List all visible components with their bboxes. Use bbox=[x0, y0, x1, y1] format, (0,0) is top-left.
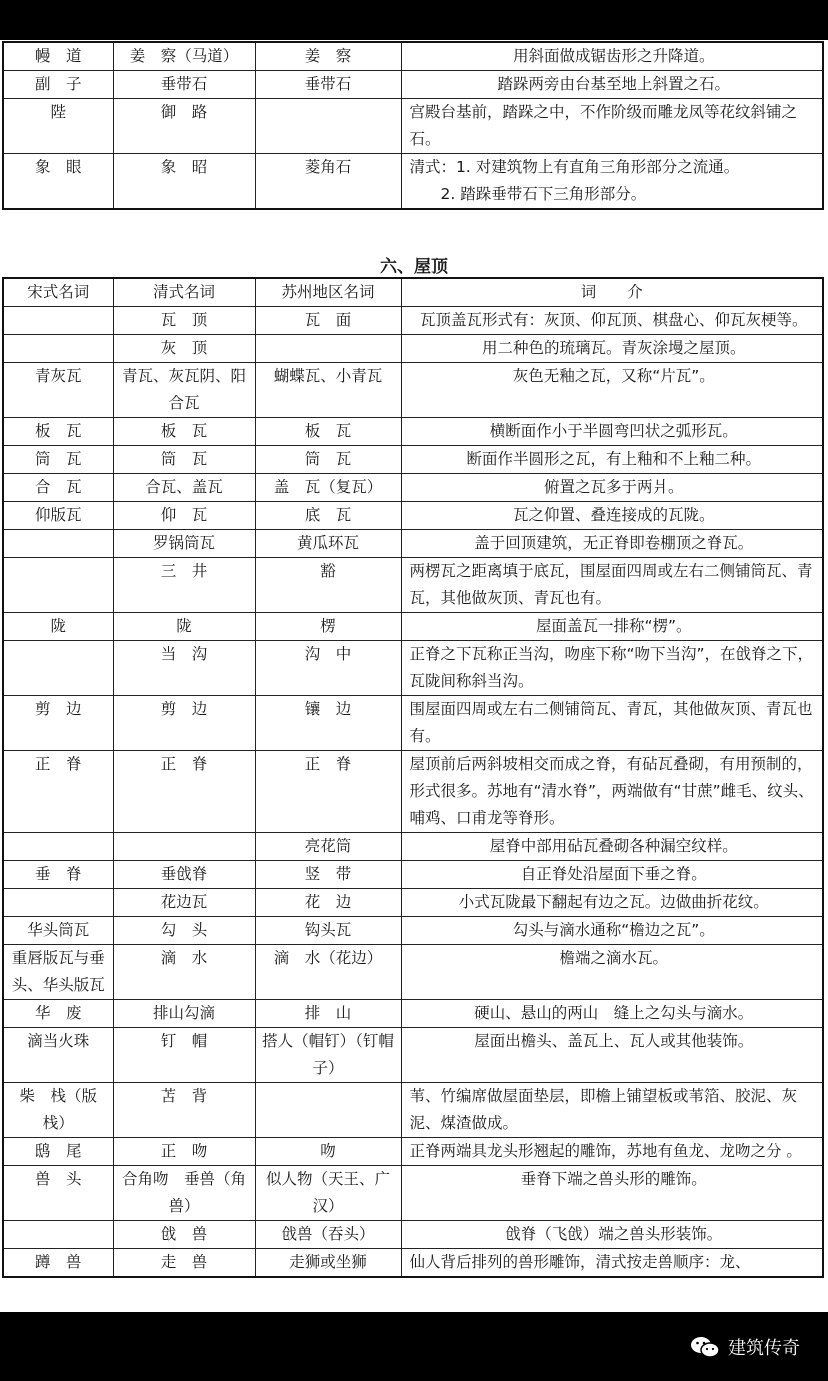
cell-suzhou: 似人物（天王、广汉） bbox=[255, 1166, 401, 1221]
cell-desc: 断面作半圆形之瓦，有上釉和不上釉二种。 bbox=[401, 446, 823, 474]
cell-qing: 垂戗脊 bbox=[113, 861, 255, 889]
cell-desc: 用斜面做成锯齿形之升降道。 bbox=[401, 42, 823, 71]
table-row bbox=[3, 613, 823, 641]
cell-song: 正 脊 bbox=[3, 751, 113, 833]
cell-suzhou: 镶 边 bbox=[255, 696, 401, 751]
cell-song: 合 瓦 bbox=[3, 474, 113, 502]
section-title: 六、屋顶 bbox=[380, 257, 448, 277]
table-row bbox=[3, 917, 823, 945]
cell-qing: 瓦 顶 bbox=[113, 307, 255, 335]
cell-desc: 屋面盖瓦一排称“楞”。 bbox=[401, 613, 823, 641]
cell-qing bbox=[113, 833, 255, 861]
header-suzhou: 苏州地区名词 bbox=[255, 278, 401, 307]
cell-suzhou: 竖 带 bbox=[255, 861, 401, 889]
document-page bbox=[0, 40, 828, 1312]
cell-desc: 檐端之滴水瓦。 bbox=[401, 945, 823, 1000]
cell-song: 滴当火珠 bbox=[3, 1028, 113, 1083]
cell-desc: 屋脊中部用砧瓦叠砌各种漏空纹样。 bbox=[401, 833, 823, 861]
cell-song: 筒 瓦 bbox=[3, 446, 113, 474]
header-qing: 清式名词 bbox=[113, 278, 255, 307]
cell-qing: 勾 头 bbox=[113, 917, 255, 945]
cell-song: 副 子 bbox=[3, 71, 113, 99]
cell-qing: 苫 背 bbox=[113, 1083, 255, 1138]
cell-qing: 钉 帽 bbox=[113, 1028, 255, 1083]
table-row bbox=[3, 1249, 823, 1278]
cell-qing: 御 路 bbox=[113, 99, 255, 154]
cell-qing: 筒 瓦 bbox=[113, 446, 255, 474]
cell-desc: 用二种色的琉璃瓦。青灰涂墁之屋顶。 bbox=[401, 335, 823, 363]
cell-qing: 排山勾滴 bbox=[113, 1000, 255, 1028]
cell-song bbox=[3, 1221, 113, 1249]
cell-song: 兽 头 bbox=[3, 1166, 113, 1221]
header-song: 宋式名词 bbox=[3, 278, 113, 307]
cell-desc: 正脊之下瓦称正当沟，吻座下称“吻下当沟”，在戗脊之下，瓦陇间称斜当沟。 bbox=[401, 641, 823, 696]
cell-qing: 当 沟 bbox=[113, 641, 255, 696]
table-row bbox=[3, 418, 823, 446]
cell-desc: 灰色无釉之瓦，又称“片瓦”。 bbox=[401, 363, 823, 418]
cell-song: 柴 栈（版栈） bbox=[3, 1083, 113, 1138]
table-row bbox=[3, 861, 823, 889]
cell-suzhou: 走狮或坐狮 bbox=[255, 1249, 401, 1278]
table-row bbox=[3, 502, 823, 530]
cell-suzhou: 正 脊 bbox=[255, 751, 401, 833]
cell-suzhou: 底 瓦 bbox=[255, 502, 401, 530]
cell-qing: 罗锅筒瓦 bbox=[113, 530, 255, 558]
cell-suzhou bbox=[255, 99, 401, 154]
cell-suzhou: 戗兽（吞头） bbox=[255, 1221, 401, 1249]
cell-desc: 宫殿台基前，踏跺之中，不作阶级而雕龙凤等花纹斜铺之石。 bbox=[401, 99, 823, 154]
cell-song: 鸱 尾 bbox=[3, 1138, 113, 1166]
cell-suzhou: 菱角石 bbox=[255, 154, 401, 210]
cell-suzhou bbox=[255, 335, 401, 363]
table-row bbox=[3, 1028, 823, 1083]
cell-song bbox=[3, 307, 113, 335]
cell-desc: 仙人背后排列的兽形雕饰，清式按走兽顺序：龙、 bbox=[401, 1249, 823, 1278]
cell-qing: 姜 察（马道） bbox=[113, 42, 255, 71]
cell-suzhou: 楞 bbox=[255, 613, 401, 641]
table-row bbox=[3, 307, 823, 335]
cell-song bbox=[3, 889, 113, 917]
cell-qing: 灰 顶 bbox=[113, 335, 255, 363]
cell-desc: 自正脊处沿屋面下垂之脊。 bbox=[401, 861, 823, 889]
cell-song bbox=[3, 558, 113, 613]
cell-qing: 花边瓦 bbox=[113, 889, 255, 917]
cell-suzhou: 筒 瓦 bbox=[255, 446, 401, 474]
cell-suzhou bbox=[255, 1083, 401, 1138]
cell-suzhou: 蝴蝶瓦、小青瓦 bbox=[255, 363, 401, 418]
table-row bbox=[3, 446, 823, 474]
wechat-icon bbox=[690, 1335, 720, 1359]
cell-suzhou: 钩头瓦 bbox=[255, 917, 401, 945]
table-row bbox=[3, 1000, 823, 1028]
cell-song bbox=[3, 833, 113, 861]
cell-suzhou: 沟 中 bbox=[255, 641, 401, 696]
cell-suzhou: 垂带石 bbox=[255, 71, 401, 99]
cell-desc: 两楞瓦之距离填于底瓦，围屋面四周或左右二侧铺筒瓦、青瓦，其他做灰顶、青瓦也有。 bbox=[401, 558, 823, 613]
cell-desc: 瓦之仰置、叠连接成的瓦陇。 bbox=[401, 502, 823, 530]
cell-desc: 踏跺两旁由台基至地上斜置之石。 bbox=[401, 71, 823, 99]
cell-desc: 清式：1. 对建筑物上有直角三角形部分之流通。 2. 踏跺垂带石下三角形部分。 bbox=[401, 154, 823, 210]
table-row bbox=[3, 363, 823, 418]
footer-bar bbox=[0, 1312, 828, 1381]
watermark-text: 建筑传奇 bbox=[728, 1338, 800, 1359]
cell-desc: 垂脊下端之兽头形的雕饰。 bbox=[401, 1166, 823, 1221]
cell-suzhou: 吻 bbox=[255, 1138, 401, 1166]
cell-qing: 剪 边 bbox=[113, 696, 255, 751]
cell-desc: 盖于回顶建筑，无正脊即卷棚顶之脊瓦。 bbox=[401, 530, 823, 558]
cell-desc: 横断面作小于半圆弯凹状之弧形瓦。 bbox=[401, 418, 823, 446]
cell-suzhou: 姜 察 bbox=[255, 42, 401, 71]
cell-song: 象 眼 bbox=[3, 154, 113, 210]
cell-qing: 三 井 bbox=[113, 558, 255, 613]
cell-song: 陇 bbox=[3, 613, 113, 641]
cell-qing: 正 吻 bbox=[113, 1138, 255, 1166]
cell-desc: 屋面出檐头、盖瓦上、瓦人或其他装饰。 bbox=[401, 1028, 823, 1083]
table-row bbox=[3, 1221, 823, 1249]
cell-suzhou: 豁 bbox=[255, 558, 401, 613]
cell-qing: 陇 bbox=[113, 613, 255, 641]
table-row bbox=[3, 751, 823, 833]
cell-song: 仰版瓦 bbox=[3, 502, 113, 530]
table-roof bbox=[2, 277, 824, 1278]
table-row bbox=[3, 558, 823, 613]
cell-song bbox=[3, 335, 113, 363]
cell-song: 幔 道 bbox=[3, 42, 113, 71]
table-row bbox=[3, 154, 823, 210]
cell-suzhou: 滴 水（花边） bbox=[255, 945, 401, 1000]
cell-song bbox=[3, 641, 113, 696]
cell-song: 剪 边 bbox=[3, 696, 113, 751]
cell-song bbox=[3, 530, 113, 558]
table-row bbox=[3, 945, 823, 1000]
cell-desc: 正脊两端具龙头形翘起的雕饰，苏地有鱼龙、龙吻之分 。 bbox=[401, 1138, 823, 1166]
cell-desc: 围屋面四周或左右二侧铺筒瓦、青瓦，其他做灰顶、青瓦也有。 bbox=[401, 696, 823, 751]
cell-qing: 象 昭 bbox=[113, 154, 255, 210]
table-row bbox=[3, 1166, 823, 1221]
table-row bbox=[3, 833, 823, 861]
cell-desc: 屋顶前后两斜坡相交而成之脊，有砧瓦叠砌，有用预制的，形式很多。苏地有“清水脊”，两端做有“甘蔗”雌毛、纹头、哺鸡、口甫龙等脊形。 bbox=[401, 751, 823, 833]
cell-desc: 苇、竹编席做屋面垫层，即檐上铺望板或苇箔、胶泥、灰泥、煤渣做成。 bbox=[401, 1083, 823, 1138]
cell-desc: 戗脊（飞戗）端之兽头形装饰。 bbox=[401, 1221, 823, 1249]
cell-qing: 仰 瓦 bbox=[113, 502, 255, 530]
table-row bbox=[3, 530, 823, 558]
cell-desc: 硬山、悬山的两山 缝上之勾头与滴水。 bbox=[401, 1000, 823, 1028]
cell-qing: 合角吻 垂兽（角兽） bbox=[113, 1166, 255, 1221]
cell-song: 板 瓦 bbox=[3, 418, 113, 446]
cell-desc: 勾头与滴水通称“檐边之瓦”。 bbox=[401, 917, 823, 945]
header-desc: 词 介 bbox=[401, 278, 823, 307]
cell-qing: 滴 水 bbox=[113, 945, 255, 1000]
table-row bbox=[3, 1138, 823, 1166]
cell-suzhou: 黄瓜环瓦 bbox=[255, 530, 401, 558]
cell-song: 华头筒瓦 bbox=[3, 917, 113, 945]
cell-desc: 小式瓦陇最下翻起有边之瓦。边做曲折花纹。 bbox=[401, 889, 823, 917]
cell-qing: 走 兽 bbox=[113, 1249, 255, 1278]
cell-song: 垂 脊 bbox=[3, 861, 113, 889]
table-row bbox=[3, 71, 823, 99]
cell-song: 陛 bbox=[3, 99, 113, 154]
table-row bbox=[3, 42, 823, 71]
cell-qing: 合瓦、盖瓦 bbox=[113, 474, 255, 502]
cell-desc: 瓦顶盖瓦形式有：灰顶、仰瓦顶、棋盘心、仰瓦灰梗等。 bbox=[401, 307, 823, 335]
watermark bbox=[690, 1334, 800, 1360]
table-header-row bbox=[3, 278, 823, 307]
table-row bbox=[3, 335, 823, 363]
table-row bbox=[3, 1083, 823, 1138]
cell-song: 青灰瓦 bbox=[3, 363, 113, 418]
table-row bbox=[3, 641, 823, 696]
cell-qing: 戗 兽 bbox=[113, 1221, 255, 1249]
cell-song: 华 废 bbox=[3, 1000, 113, 1028]
table-steps bbox=[2, 41, 824, 210]
cell-suzhou: 排 山 bbox=[255, 1000, 401, 1028]
cell-qing: 垂带石 bbox=[113, 71, 255, 99]
cell-song: 重唇版瓦与垂头、华头版瓦 bbox=[3, 945, 113, 1000]
table-row bbox=[3, 696, 823, 751]
cell-suzhou: 板 瓦 bbox=[255, 418, 401, 446]
cell-suzhou: 盖 瓦（复瓦） bbox=[255, 474, 401, 502]
cell-qing: 板 瓦 bbox=[113, 418, 255, 446]
cell-suzhou: 瓦 面 bbox=[255, 307, 401, 335]
cell-suzhou: 搭人（帽钉）（钉帽子） bbox=[255, 1028, 401, 1083]
cell-suzhou: 亮花筒 bbox=[255, 833, 401, 861]
table-row bbox=[3, 99, 823, 154]
cell-qing: 青瓦、灰瓦阴、阳合瓦 bbox=[113, 363, 255, 418]
table-row bbox=[3, 889, 823, 917]
cell-song: 蹲 兽 bbox=[3, 1249, 113, 1278]
cell-desc: 俯置之瓦多于两爿。 bbox=[401, 474, 823, 502]
table-row bbox=[3, 474, 823, 502]
cell-suzhou: 花 边 bbox=[255, 889, 401, 917]
cell-qing: 正 脊 bbox=[113, 751, 255, 833]
